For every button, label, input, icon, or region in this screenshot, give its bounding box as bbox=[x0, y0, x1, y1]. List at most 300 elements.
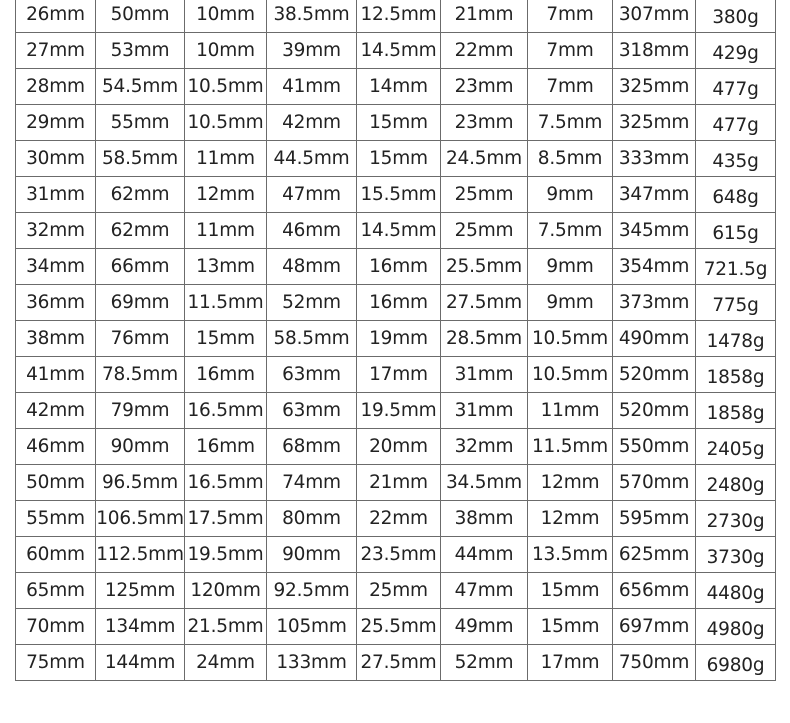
dimension-value: 65mm bbox=[26, 580, 85, 601]
table-cell bbox=[16, 321, 96, 357]
table-row bbox=[16, 285, 776, 321]
weight-value: 4480g bbox=[706, 583, 765, 604]
table-cell bbox=[267, 465, 357, 501]
table-cell bbox=[267, 537, 357, 573]
dimension-value: 60mm bbox=[26, 544, 85, 565]
table-cell bbox=[613, 141, 696, 177]
dimension-value: 28.5mm bbox=[445, 328, 523, 349]
table-cell bbox=[267, 285, 357, 321]
table-cell bbox=[267, 393, 357, 429]
dimension-value: 13mm bbox=[196, 256, 255, 277]
dimension-value: 12mm bbox=[540, 508, 600, 529]
table-cell bbox=[96, 501, 185, 537]
weight-value: 429g bbox=[712, 43, 759, 64]
dimension-value: 22mm bbox=[369, 508, 428, 529]
table-cell bbox=[185, 0, 267, 33]
table-cell bbox=[696, 69, 776, 105]
table-cell bbox=[185, 501, 267, 537]
table-cell bbox=[96, 429, 185, 465]
dimension-value: 23mm bbox=[454, 112, 514, 133]
dimension-value: 16mm bbox=[196, 364, 255, 385]
table-row bbox=[16, 249, 776, 285]
table-row bbox=[16, 537, 776, 573]
dimension-value: 16mm bbox=[369, 256, 428, 277]
weight-value: 6980g bbox=[706, 655, 765, 676]
table-cell bbox=[357, 285, 441, 321]
table-cell bbox=[613, 321, 696, 357]
dimension-value: 69mm bbox=[110, 292, 170, 313]
table-cell bbox=[96, 393, 185, 429]
table-row bbox=[16, 429, 776, 465]
dimension-value: 12mm bbox=[196, 184, 255, 205]
dimension-value: 29mm bbox=[26, 112, 85, 133]
table-cell bbox=[696, 285, 776, 321]
table-cell bbox=[185, 285, 267, 321]
table-cell bbox=[613, 285, 696, 321]
dimension-value: 10.5mm bbox=[531, 364, 609, 385]
table-cell bbox=[613, 33, 696, 69]
dimension-value: 318mm bbox=[618, 40, 690, 61]
dimension-value: 25mm bbox=[454, 184, 514, 205]
table-row bbox=[16, 0, 776, 33]
table-row bbox=[16, 609, 776, 645]
dimension-value: 34mm bbox=[26, 256, 85, 277]
dimension-value: 46mm bbox=[282, 220, 341, 241]
table-cell bbox=[267, 609, 357, 645]
table-cell bbox=[613, 105, 696, 141]
table-row bbox=[16, 357, 776, 393]
dimension-value: 76mm bbox=[110, 328, 170, 349]
table-cell bbox=[528, 573, 613, 609]
table-cell bbox=[96, 645, 185, 681]
table-cell bbox=[441, 177, 528, 213]
dimension-value: 41mm bbox=[282, 76, 341, 97]
table-cell bbox=[528, 465, 613, 501]
table-cell bbox=[441, 393, 528, 429]
table-cell bbox=[441, 429, 528, 465]
table-cell bbox=[96, 321, 185, 357]
dimension-value: 17mm bbox=[540, 652, 600, 673]
table-cell bbox=[96, 357, 185, 393]
dimension-value: 15mm bbox=[196, 328, 255, 349]
table-cell bbox=[613, 609, 696, 645]
dimension-value: 25.5mm bbox=[360, 616, 437, 637]
size-spec-table bbox=[15, 0, 776, 681]
table-cell bbox=[357, 501, 441, 537]
dimension-value: 307mm bbox=[618, 4, 690, 25]
table-cell bbox=[96, 573, 185, 609]
table-cell bbox=[696, 393, 776, 429]
table-cell bbox=[267, 177, 357, 213]
table-row bbox=[16, 393, 776, 429]
table-cell bbox=[16, 285, 96, 321]
dimension-value: 9mm bbox=[546, 256, 594, 277]
table-cell bbox=[16, 105, 96, 141]
table-cell bbox=[357, 429, 441, 465]
dimension-value: 345mm bbox=[618, 220, 690, 241]
dimension-value: 125mm bbox=[104, 580, 176, 601]
dimension-value: 9mm bbox=[546, 292, 594, 313]
dimension-value: 25mm bbox=[369, 580, 428, 601]
dimension-value: 66mm bbox=[110, 256, 170, 277]
dimension-value: 10mm bbox=[196, 4, 255, 25]
table-cell bbox=[96, 285, 185, 321]
table-cell bbox=[696, 33, 776, 69]
dimension-value: 16.5mm bbox=[187, 472, 264, 493]
dimension-value: 656mm bbox=[618, 580, 690, 601]
weight-value: 380g bbox=[712, 7, 759, 28]
table-cell bbox=[528, 177, 613, 213]
dimension-value: 80mm bbox=[282, 508, 341, 529]
table-cell bbox=[185, 177, 267, 213]
table-cell bbox=[16, 69, 96, 105]
dimension-value: 44.5mm bbox=[273, 148, 350, 169]
dimension-value: 70mm bbox=[26, 616, 85, 637]
table-cell bbox=[696, 105, 776, 141]
table-cell bbox=[267, 429, 357, 465]
table-cell bbox=[613, 357, 696, 393]
dimension-value: 50mm bbox=[110, 4, 170, 25]
table-cell bbox=[441, 645, 528, 681]
dimension-value: 17mm bbox=[369, 364, 428, 385]
dimension-value: 23.5mm bbox=[360, 544, 437, 565]
table-cell bbox=[267, 0, 357, 33]
dimension-value: 31mm bbox=[454, 364, 514, 385]
dimension-value: 15.5mm bbox=[360, 184, 437, 205]
weight-value: 2730g bbox=[706, 511, 765, 532]
table-cell bbox=[357, 213, 441, 249]
dimension-value: 55mm bbox=[26, 508, 85, 529]
dimension-value: 44mm bbox=[454, 544, 514, 565]
table-cell bbox=[16, 609, 96, 645]
dimension-value: 14.5mm bbox=[360, 220, 437, 241]
table-cell bbox=[96, 0, 185, 33]
table-cell bbox=[185, 249, 267, 285]
table-cell bbox=[357, 393, 441, 429]
table-cell bbox=[528, 429, 613, 465]
table-cell bbox=[267, 501, 357, 537]
dimension-value: 55mm bbox=[110, 112, 170, 133]
table-cell bbox=[528, 105, 613, 141]
table-cell bbox=[613, 537, 696, 573]
table-cell bbox=[696, 501, 776, 537]
table-row bbox=[16, 213, 776, 249]
dimension-value: 10.5mm bbox=[187, 76, 264, 97]
table-cell bbox=[613, 249, 696, 285]
dimension-value: 26mm bbox=[26, 4, 85, 25]
dimension-value: 75mm bbox=[26, 652, 85, 673]
table-cell bbox=[613, 0, 696, 33]
table-cell bbox=[16, 33, 96, 69]
table-cell bbox=[441, 33, 528, 69]
table-cell bbox=[96, 177, 185, 213]
dimension-value: 47mm bbox=[282, 184, 341, 205]
dimension-value: 27mm bbox=[26, 40, 85, 61]
dimension-value: 49mm bbox=[454, 616, 514, 637]
table-row bbox=[16, 141, 776, 177]
dimension-value: 31mm bbox=[26, 184, 85, 205]
table-cell bbox=[696, 537, 776, 573]
dimension-value: 347mm bbox=[618, 184, 690, 205]
dimension-value: 520mm bbox=[618, 400, 690, 421]
dimension-value: 16mm bbox=[369, 292, 428, 313]
table-row bbox=[16, 645, 776, 681]
dimension-value: 570mm bbox=[618, 472, 690, 493]
table-cell bbox=[357, 537, 441, 573]
table-cell bbox=[528, 537, 613, 573]
table-cell bbox=[357, 105, 441, 141]
table-cell bbox=[185, 537, 267, 573]
dimension-value: 28mm bbox=[26, 76, 85, 97]
table-cell bbox=[96, 537, 185, 573]
table-cell bbox=[185, 357, 267, 393]
table-cell bbox=[357, 0, 441, 33]
weight-value: 435g bbox=[712, 151, 759, 172]
table-cell bbox=[528, 645, 613, 681]
table-cell bbox=[357, 141, 441, 177]
table-cell bbox=[16, 465, 96, 501]
table-cell bbox=[267, 573, 357, 609]
table-cell bbox=[357, 69, 441, 105]
table-cell bbox=[441, 501, 528, 537]
dimension-value: 15mm bbox=[540, 580, 600, 601]
dimension-value: 42mm bbox=[26, 400, 85, 421]
dimension-value: 7.5mm bbox=[537, 112, 603, 133]
dimension-value: 112.5mm bbox=[96, 544, 184, 565]
dimension-value: 133mm bbox=[276, 652, 347, 673]
table-cell bbox=[185, 141, 267, 177]
dimension-value: 38mm bbox=[454, 508, 514, 529]
dimension-value: 7mm bbox=[546, 40, 594, 61]
table-cell bbox=[357, 321, 441, 357]
table-cell bbox=[16, 0, 96, 33]
table-cell bbox=[696, 573, 776, 609]
table-cell bbox=[267, 141, 357, 177]
dimension-value: 8.5mm bbox=[537, 148, 603, 169]
table-cell bbox=[267, 321, 357, 357]
table-cell bbox=[16, 537, 96, 573]
dimension-value: 62mm bbox=[110, 184, 170, 205]
table-cell bbox=[441, 213, 528, 249]
table-cell bbox=[96, 609, 185, 645]
dimension-value: 52mm bbox=[282, 292, 341, 313]
dimension-value: 14mm bbox=[369, 76, 428, 97]
table-cell bbox=[96, 105, 185, 141]
table-cell bbox=[96, 141, 185, 177]
dimension-value: 12.5mm bbox=[360, 4, 437, 25]
dimension-value: 134mm bbox=[104, 616, 176, 637]
table-cell bbox=[357, 573, 441, 609]
table-cell bbox=[16, 177, 96, 213]
dimension-value: 31mm bbox=[454, 400, 514, 421]
table-cell bbox=[267, 105, 357, 141]
dimension-value: 21mm bbox=[454, 4, 514, 25]
dimension-value: 38mm bbox=[26, 328, 85, 349]
table-row bbox=[16, 33, 776, 69]
dimension-value: 50mm bbox=[26, 472, 85, 493]
dimension-value: 11.5mm bbox=[531, 436, 609, 457]
table-cell bbox=[16, 573, 96, 609]
table-cell bbox=[441, 537, 528, 573]
table-cell bbox=[16, 357, 96, 393]
table-cell bbox=[96, 249, 185, 285]
dimension-value: 32mm bbox=[26, 220, 85, 241]
table-cell bbox=[185, 429, 267, 465]
dimension-value: 15mm bbox=[369, 112, 428, 133]
table-cell bbox=[16, 249, 96, 285]
weight-value: 648g bbox=[712, 187, 759, 208]
table-cell bbox=[357, 177, 441, 213]
table-cell bbox=[441, 249, 528, 285]
table-cell bbox=[696, 177, 776, 213]
dimension-value: 34.5mm bbox=[445, 472, 523, 493]
dimension-value: 12mm bbox=[540, 472, 600, 493]
table-cell bbox=[613, 429, 696, 465]
table-cell bbox=[696, 609, 776, 645]
table-cell bbox=[185, 213, 267, 249]
table-cell bbox=[185, 645, 267, 681]
dimension-value: 47mm bbox=[454, 580, 514, 601]
table-cell bbox=[441, 141, 528, 177]
table-cell bbox=[16, 213, 96, 249]
table-cell bbox=[696, 645, 776, 681]
dimension-value: 106.5mm bbox=[96, 508, 184, 529]
table-cell bbox=[357, 645, 441, 681]
dimension-value: 52mm bbox=[454, 652, 514, 673]
weight-value: 477g bbox=[712, 115, 759, 136]
table-cell bbox=[696, 465, 776, 501]
dimension-value: 144mm bbox=[104, 652, 176, 673]
table-cell bbox=[613, 69, 696, 105]
dimension-value: 10.5mm bbox=[531, 328, 609, 349]
table-cell bbox=[528, 69, 613, 105]
table-cell bbox=[441, 105, 528, 141]
weight-value: 1478g bbox=[706, 331, 765, 352]
table-cell bbox=[441, 609, 528, 645]
table-cell bbox=[16, 393, 96, 429]
dimension-value: 22mm bbox=[454, 40, 514, 61]
dimension-value: 27.5mm bbox=[360, 652, 437, 673]
table-cell bbox=[613, 177, 696, 213]
table-row bbox=[16, 105, 776, 141]
dimension-value: 46mm bbox=[26, 436, 85, 457]
dimension-value: 27.5mm bbox=[445, 292, 523, 313]
table-cell bbox=[528, 357, 613, 393]
dimension-value: 62mm bbox=[110, 220, 170, 241]
table-cell bbox=[696, 141, 776, 177]
table-body bbox=[16, 0, 776, 681]
table-cell bbox=[528, 0, 613, 33]
table-cell bbox=[357, 357, 441, 393]
dimension-value: 10.5mm bbox=[187, 112, 264, 133]
weight-value: 2405g bbox=[706, 439, 765, 460]
dimension-value: 63mm bbox=[282, 400, 341, 421]
dimension-value: 10mm bbox=[196, 40, 255, 61]
dimension-value: 36mm bbox=[26, 292, 85, 313]
table-cell bbox=[528, 285, 613, 321]
dimension-value: 19.5mm bbox=[360, 400, 437, 421]
dimension-value: 105mm bbox=[276, 616, 347, 637]
dimension-value: 9mm bbox=[546, 184, 594, 205]
table-cell bbox=[441, 321, 528, 357]
weight-value: 775g bbox=[712, 295, 759, 316]
table-cell bbox=[16, 141, 96, 177]
dimension-value: 16.5mm bbox=[187, 400, 264, 421]
dimension-value: 78.5mm bbox=[101, 364, 179, 385]
table-cell bbox=[185, 33, 267, 69]
table-cell bbox=[441, 285, 528, 321]
table-cell bbox=[528, 141, 613, 177]
table-cell bbox=[441, 0, 528, 33]
weight-value: 3730g bbox=[706, 547, 765, 568]
dimension-value: 625mm bbox=[618, 544, 690, 565]
table-cell bbox=[96, 69, 185, 105]
table-cell bbox=[185, 609, 267, 645]
dimension-value: 23mm bbox=[454, 76, 514, 97]
dimension-value: 30mm bbox=[26, 148, 85, 169]
dimension-value: 7mm bbox=[546, 76, 594, 97]
weight-value: 477g bbox=[712, 79, 759, 100]
table-cell bbox=[357, 609, 441, 645]
table-cell bbox=[16, 645, 96, 681]
dimension-value: 11mm bbox=[540, 400, 600, 421]
dimension-value: 7mm bbox=[546, 4, 594, 25]
table-cell bbox=[613, 501, 696, 537]
dimension-value: 354mm bbox=[618, 256, 690, 277]
table-cell bbox=[16, 501, 96, 537]
table-cell bbox=[528, 609, 613, 645]
table-cell bbox=[357, 249, 441, 285]
dimension-value: 333mm bbox=[618, 148, 690, 169]
table-cell bbox=[696, 357, 776, 393]
table-row bbox=[16, 69, 776, 105]
dimension-value: 11.5mm bbox=[187, 292, 264, 313]
dimension-value: 120mm bbox=[190, 580, 261, 601]
dimension-value: 48mm bbox=[282, 256, 341, 277]
weight-value: 615g bbox=[712, 223, 759, 244]
table-cell bbox=[528, 213, 613, 249]
table-cell bbox=[441, 357, 528, 393]
weight-value: 2480g bbox=[706, 475, 765, 496]
weight-value: 1858g bbox=[706, 367, 765, 388]
table-row bbox=[16, 465, 776, 501]
dimension-value: 325mm bbox=[618, 112, 690, 133]
dimension-value: 11mm bbox=[196, 220, 255, 241]
table-cell bbox=[696, 213, 776, 249]
dimension-value: 595mm bbox=[618, 508, 690, 529]
dimension-value: 54.5mm bbox=[101, 76, 179, 97]
table-cell bbox=[185, 69, 267, 105]
table-cell bbox=[96, 33, 185, 69]
table-cell bbox=[267, 249, 357, 285]
dimension-value: 14.5mm bbox=[360, 40, 437, 61]
dimension-value: 373mm bbox=[618, 292, 690, 313]
dimension-value: 58.5mm bbox=[273, 328, 350, 349]
table-cell bbox=[96, 213, 185, 249]
table-cell bbox=[528, 321, 613, 357]
dimension-value: 16mm bbox=[196, 436, 255, 457]
dimension-value: 24mm bbox=[196, 652, 255, 673]
dimension-value: 325mm bbox=[618, 76, 690, 97]
table-cell bbox=[441, 573, 528, 609]
dimension-value: 39mm bbox=[282, 40, 341, 61]
table-cell bbox=[696, 0, 776, 33]
dimension-value: 42mm bbox=[282, 112, 341, 133]
dimension-value: 38.5mm bbox=[273, 4, 350, 25]
dimension-value: 25mm bbox=[454, 220, 514, 241]
weight-value: 721.5g bbox=[703, 259, 768, 280]
dimension-value: 96.5mm bbox=[101, 472, 179, 493]
